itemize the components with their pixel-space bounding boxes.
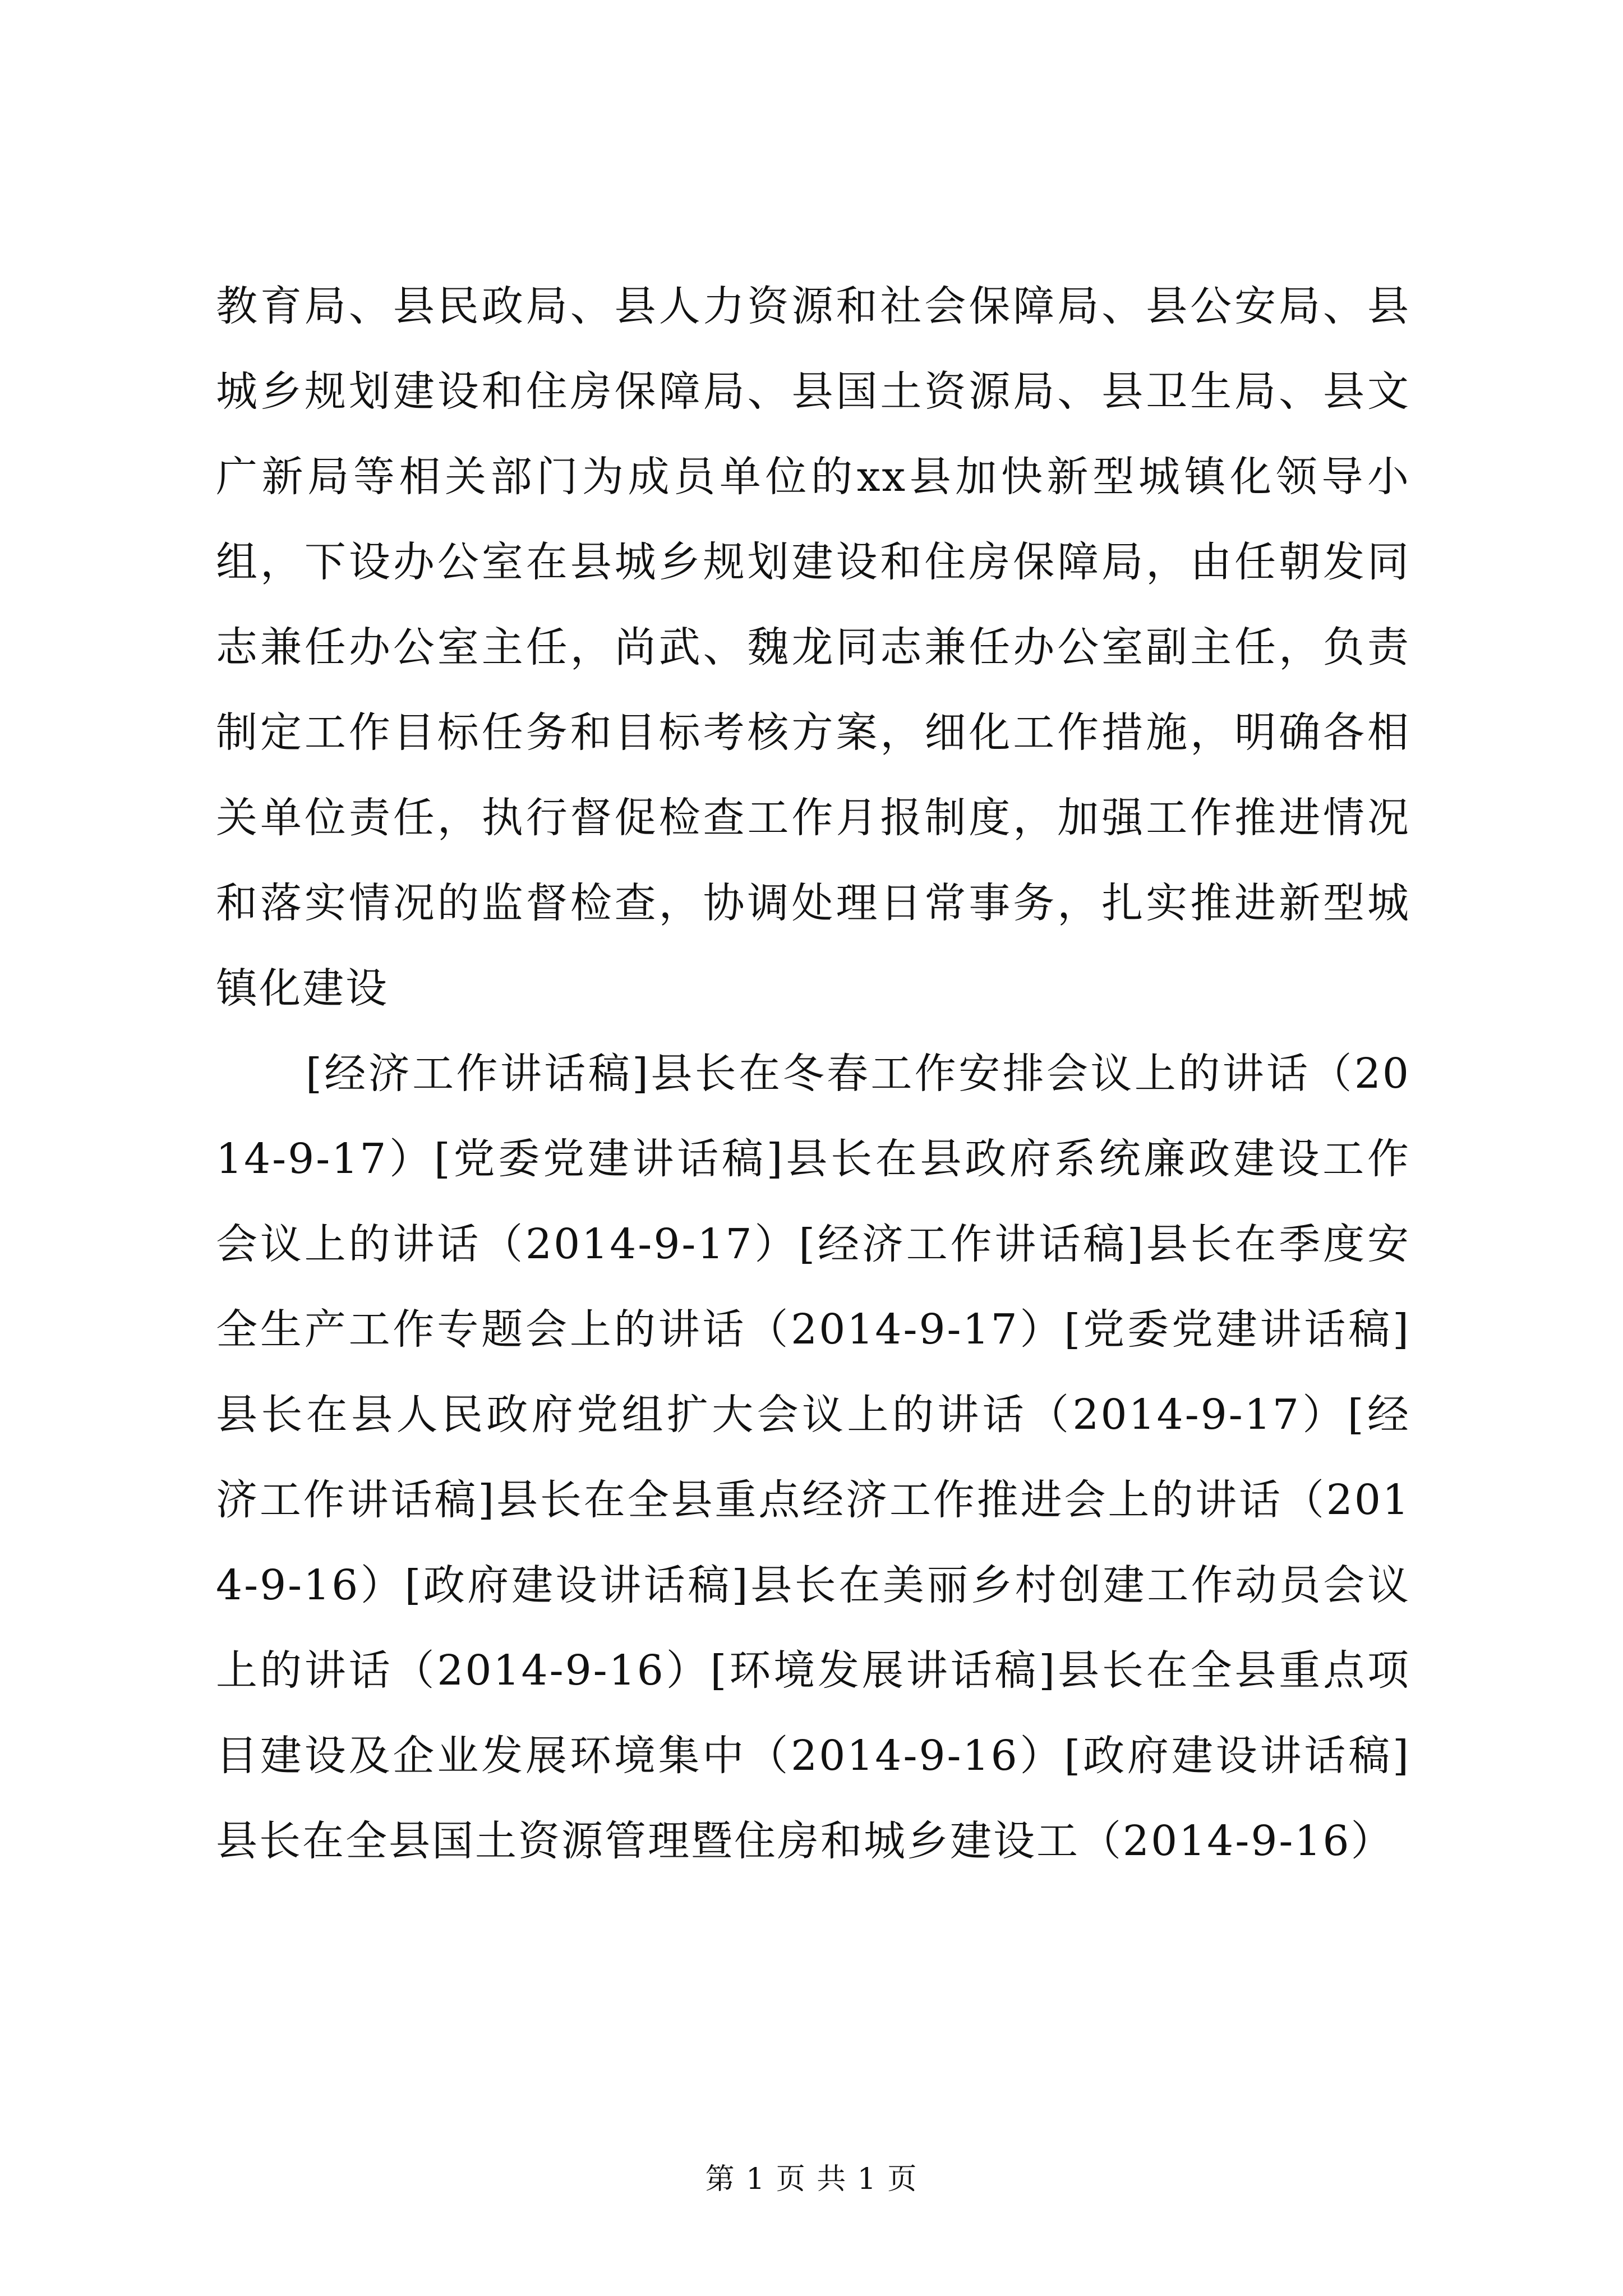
- paragraph-leading-groups: 教育局、县民政局、县人力资源和社会保障局、县公安局、县城乡规划建设和住房保障局、县国土资源局、县卫生局、县文广新局等相关部门为成员单位的xx县加快新型城镇化领导小组，下设办公室在县城乡规划建设和住房保障局，由任朝发同志兼任办公室主任，尚武、魏龙同志兼任办公室副主任，负责制定工作目标任务和目标考核方案，细化工作措施，明确各相关单位责任，执行督促检查工作月报制度，加强工作推进情况和落实情况的监督检查，协调处理日常事务，扎实推进新型城镇化建设: [216, 282, 1410, 1013]
- document-body: [216, 264, 1410, 1884]
- paragraph-speech-list: [经济工作讲话稿]县长在冬春工作安排会议上的讲话（2014-9-17）[党委党建讲话稿]县长在县政府系统廉政建设工作会议上的讲话（2014-9-17）[经济工作讲话稿]县长在季度安全生产工作专题会上的讲话（2014-9-17）[党委党建讲话稿]县长在县人民政府党组扩大会议上的讲话（2014-9-17）[经济工作讲话稿]县长在全县重点经济工作推进会上的讲话（2014-9-16）[政府建设讲话稿]县长在美丽乡村创建工作动员会议上的讲话（2014-9-16）[环境发展讲话稿]县长在全县重点项目建设及企业发展环境集中（2014-9-16）[政府建设讲话稿]县长在全县国土资源管理暨住房和城乡建设工（2014-9-16）: [216, 1050, 1410, 1865]
- page-footer: 第 1 页 共 1 页: [705, 2162, 918, 2196]
